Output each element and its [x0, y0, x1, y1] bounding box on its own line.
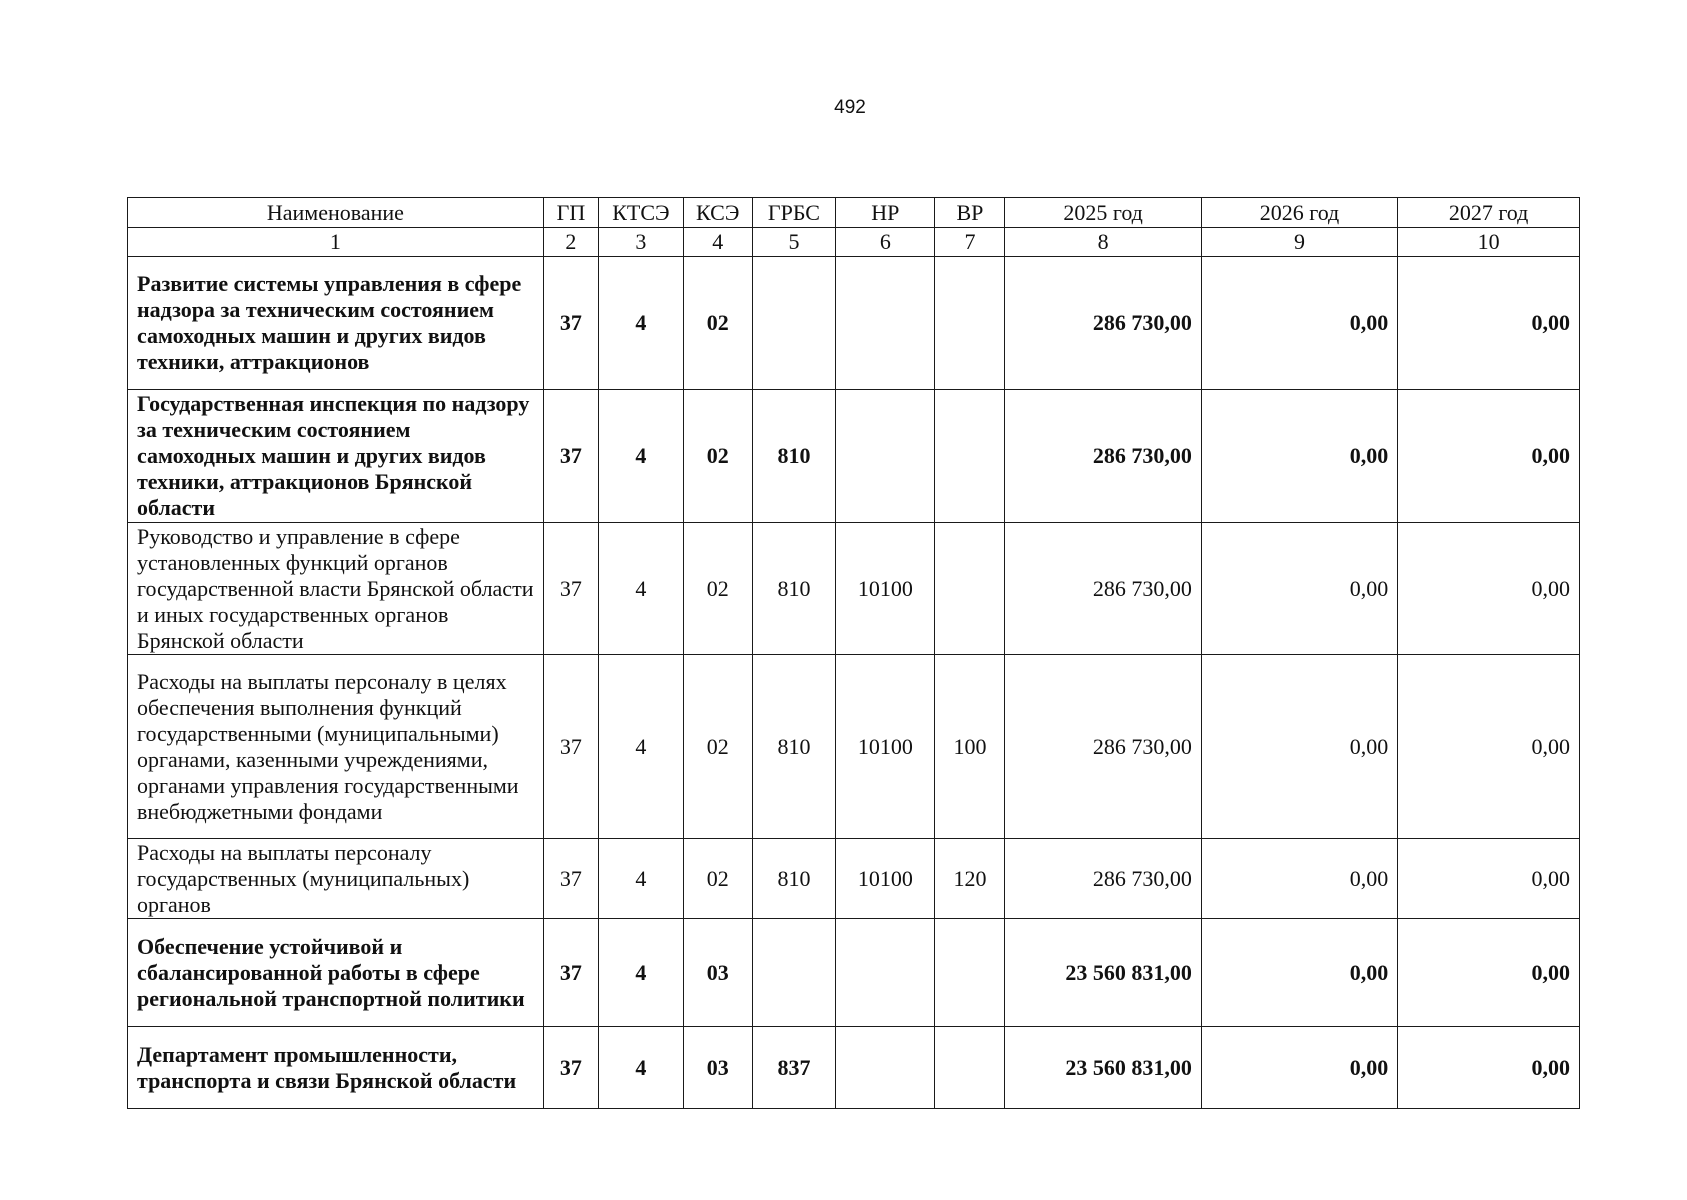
column-number: 5 [752, 228, 836, 257]
row-2025: 286 730,00 [1005, 655, 1201, 839]
row-gp: 37 [543, 1027, 598, 1109]
row-grbs: 810 [752, 839, 836, 919]
row-2026: 0,00 [1201, 523, 1397, 655]
header-vr: ВР [935, 198, 1005, 228]
table-row [128, 919, 1580, 1027]
row-nr [836, 257, 935, 390]
row-name: Государственная инспекция по надзору за техническим состоянием самоходных машин и других видов техники, аттракционов Брянской области [128, 390, 544, 523]
row-ktse: 4 [599, 257, 684, 390]
row-name: Руководство и управление в сфере установленных функций органов государственной власти Брянской области и иных государственных органов Брянской области [128, 523, 544, 655]
column-number: 6 [836, 228, 935, 257]
row-kse: 03 [683, 919, 752, 1027]
column-number: 9 [1201, 228, 1397, 257]
row-kse: 02 [683, 257, 752, 390]
row-2027: 0,00 [1398, 257, 1580, 390]
row-2025: 286 730,00 [1005, 390, 1201, 523]
row-nr: 10100 [836, 523, 935, 655]
header-row [128, 198, 1580, 228]
row-kse: 02 [683, 390, 752, 523]
row-grbs [752, 257, 836, 390]
row-nr [836, 1027, 935, 1109]
row-ktse: 4 [599, 655, 684, 839]
row-vr: 120 [935, 839, 1005, 919]
table-row [128, 390, 1580, 523]
row-kse: 03 [683, 1027, 752, 1109]
row-2027: 0,00 [1398, 1027, 1580, 1109]
row-grbs: 810 [752, 655, 836, 839]
row-2026: 0,00 [1201, 655, 1397, 839]
header-nr: НР [836, 198, 935, 228]
page-number: 492 [834, 97, 866, 118]
row-kse: 02 [683, 655, 752, 839]
column-number: 7 [935, 228, 1005, 257]
row-grbs: 810 [752, 390, 836, 523]
column-number: 1 [128, 228, 544, 257]
row-2027: 0,00 [1398, 839, 1580, 919]
row-2027: 0,00 [1398, 523, 1580, 655]
row-2027: 0,00 [1398, 655, 1580, 839]
row-gp: 37 [543, 919, 598, 1027]
row-ktse: 4 [599, 919, 684, 1027]
header-ktse: КТСЭ [599, 198, 684, 228]
table-row [128, 523, 1580, 655]
row-name: Обеспечение устойчивой и сбалансированной работы в сфере региональной транспортной политики [128, 919, 544, 1027]
row-ktse: 4 [599, 523, 684, 655]
row-kse: 02 [683, 839, 752, 919]
row-2027: 0,00 [1398, 919, 1580, 1027]
header-gp: ГП [543, 198, 598, 228]
column-number: 8 [1005, 228, 1201, 257]
row-gp: 37 [543, 839, 598, 919]
row-ktse: 4 [599, 390, 684, 523]
header-kse: КСЭ [683, 198, 752, 228]
column-number: 4 [683, 228, 752, 257]
row-2026: 0,00 [1201, 919, 1397, 1027]
row-gp: 37 [543, 523, 598, 655]
row-gp: 37 [543, 655, 598, 839]
header-grbs: ГРБС [752, 198, 836, 228]
row-nr [836, 390, 935, 523]
row-nr [836, 919, 935, 1027]
row-ktse: 4 [599, 1027, 684, 1109]
row-gp: 37 [543, 390, 598, 523]
row-nr: 10100 [836, 839, 935, 919]
row-grbs: 810 [752, 523, 836, 655]
table-row [128, 1027, 1580, 1109]
header-2026: 2026 год [1201, 198, 1397, 228]
row-gp: 37 [543, 257, 598, 390]
column-number: 10 [1398, 228, 1580, 257]
row-nr: 10100 [836, 655, 935, 839]
row-kse: 02 [683, 523, 752, 655]
column-number: 3 [599, 228, 684, 257]
row-name: Расходы на выплаты персоналу в целях обеспечения выполнения функций государственными (муниципальными) органами, казенными учреждениями, органами управления государственными внебюджетными фондами [128, 655, 544, 839]
header-2025: 2025 год [1005, 198, 1201, 228]
row-2025: 286 730,00 [1005, 257, 1201, 390]
header-name: Наименование [128, 198, 544, 228]
row-name: Развитие системы управления в сфере надзора за техническим состоянием самоходных машин и других видов техники, аттракционов [128, 257, 544, 390]
row-vr [935, 1027, 1005, 1109]
header-2027: 2027 год [1398, 198, 1580, 228]
table-row [128, 257, 1580, 390]
row-2026: 0,00 [1201, 390, 1397, 523]
row-2026: 0,00 [1201, 257, 1397, 390]
row-vr: 100 [935, 655, 1005, 839]
row-vr [935, 919, 1005, 1027]
row-name: Департамент промышленности, транспорта и связи Брянской области [128, 1027, 544, 1109]
column-number: 2 [543, 228, 598, 257]
row-vr [935, 523, 1005, 655]
row-grbs [752, 919, 836, 1027]
column-number-row [128, 228, 1580, 257]
row-vr [935, 257, 1005, 390]
row-2025: 23 560 831,00 [1005, 919, 1201, 1027]
row-vr [935, 390, 1005, 523]
row-2026: 0,00 [1201, 1027, 1397, 1109]
row-2027: 0,00 [1398, 390, 1580, 523]
row-name: Расходы на выплаты персоналу государственных (муниципальных) органов [128, 839, 544, 919]
row-2025: 286 730,00 [1005, 523, 1201, 655]
row-grbs: 837 [752, 1027, 836, 1109]
row-ktse: 4 [599, 839, 684, 919]
row-2026: 0,00 [1201, 839, 1397, 919]
budget-table [127, 197, 1580, 1109]
row-2025: 286 730,00 [1005, 839, 1201, 919]
row-2025: 23 560 831,00 [1005, 1027, 1201, 1109]
table-row [128, 655, 1580, 839]
table-row [128, 839, 1580, 919]
